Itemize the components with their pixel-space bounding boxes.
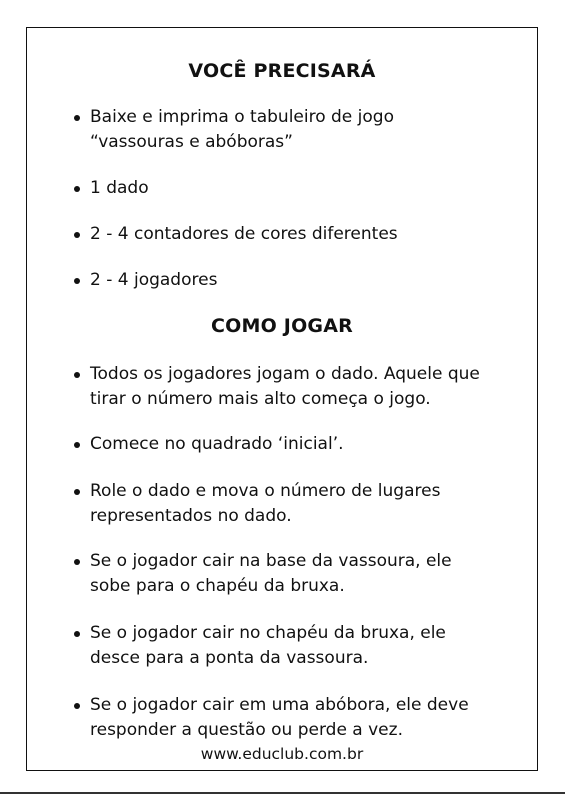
list-item: Todos os jogadores jogam o dado. Aquele que tirar o número mais alto começa o jogo. — [90, 362, 510, 412]
bottom-divider — [0, 792, 565, 794]
list-item: 1 dado — [90, 176, 510, 201]
list-item: 2 - 4 jogadores — [90, 268, 510, 293]
list-item: 2 - 4 contadores de cores diferentes — [90, 222, 510, 247]
list-item: Role o dado e mova o número de lugares representados no dado. — [90, 479, 480, 529]
list-item: Baixe e imprima o tabuleiro de jogo “vassouras e abóboras” — [90, 105, 420, 155]
section-title-voce-precisara: VOCÊ PRECISARÁ — [188, 60, 376, 82]
list-item: Se o jogador cair no chapéu da bruxa, ele desce para a ponta da vassoura. — [90, 621, 475, 671]
list-item: Se o jogador cair na base da vassoura, ele sobe para o chapéu da bruxa. — [90, 549, 475, 599]
website-footer: www.educlub.com.br — [200, 745, 364, 763]
list-item: Comece no quadrado ‘inicial’. — [90, 432, 510, 457]
list-item: Se o jogador cair em uma abóbora, ele deve responder a questão ou perde a vez. — [90, 693, 510, 743]
page-frame — [26, 27, 538, 771]
section-title-como-jogar: COMO JOGAR — [211, 315, 353, 337]
